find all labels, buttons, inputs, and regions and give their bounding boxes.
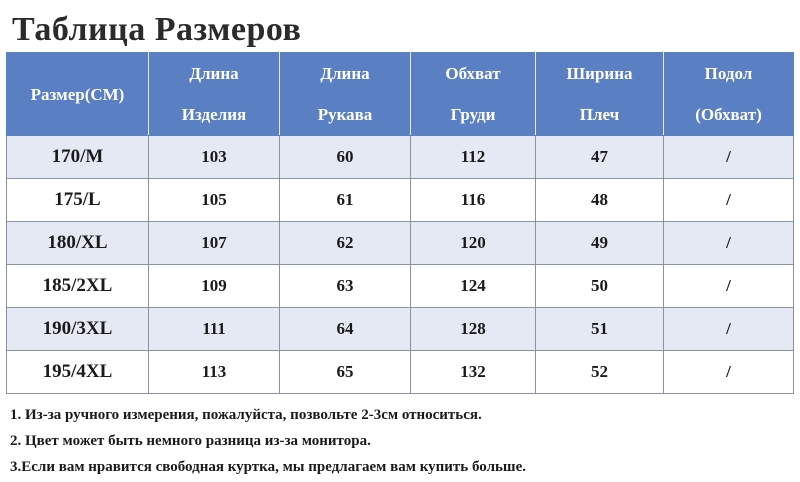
- header-shoulder: Ширина Плеч: [536, 53, 664, 136]
- table-cell: 107: [149, 222, 280, 265]
- header-sleeve: Длина Рукава: [280, 53, 411, 136]
- table-cell: 51: [536, 308, 664, 351]
- table-cell: 111: [149, 308, 280, 351]
- size-table: [6, 52, 794, 394]
- table-cell: 50: [536, 265, 664, 308]
- table-cell: /: [664, 179, 794, 222]
- table-cell: 120: [411, 222, 536, 265]
- table-cell: 128: [411, 308, 536, 351]
- table-cell: /: [664, 351, 794, 394]
- table-cell: /: [664, 308, 794, 351]
- table-cell: 103: [149, 136, 280, 179]
- size-cell: 195/4XL: [7, 351, 149, 394]
- size-cell: 170/M: [7, 136, 149, 179]
- table-cell: 113: [149, 351, 280, 394]
- note-item: 1. Из-за ручного измерения, пожалуйста, позвольте 2-3см относиться.: [10, 407, 482, 423]
- table-row: [7, 136, 794, 179]
- table-cell: 52: [536, 351, 664, 394]
- notes-section: [10, 402, 526, 480]
- table-cell: 48: [536, 179, 664, 222]
- table-cell: 62: [280, 222, 411, 265]
- table-cell: /: [664, 265, 794, 308]
- size-cell: 180/XL: [7, 222, 149, 265]
- size-cell: 190/3XL: [7, 308, 149, 351]
- table-row: [7, 308, 794, 351]
- page-title: Таблица Размеров: [12, 11, 302, 48]
- table-cell: 105: [149, 179, 280, 222]
- table-cell: 112: [411, 136, 536, 179]
- table-row: [7, 351, 794, 394]
- table-cell: 60: [280, 136, 411, 179]
- table-cell: 124: [411, 265, 536, 308]
- header-hem: Подол (Обхват): [664, 53, 794, 136]
- header-length: Длина Изделия: [149, 53, 280, 136]
- table-row: [7, 179, 794, 222]
- table-cell: 63: [280, 265, 411, 308]
- table-header-row: [7, 53, 794, 136]
- table-cell: 49: [536, 222, 664, 265]
- header-chest: Обхват Груди: [411, 53, 536, 136]
- table-cell: 109: [149, 265, 280, 308]
- table-cell: 64: [280, 308, 411, 351]
- table-cell: 61: [280, 179, 411, 222]
- table-cell: /: [664, 136, 794, 179]
- size-cell: 185/2XL: [7, 265, 149, 308]
- table-cell: 116: [411, 179, 536, 222]
- table-row: [7, 265, 794, 308]
- table-cell: 47: [536, 136, 664, 179]
- header-size: Размер(CM): [7, 53, 149, 136]
- table-cell: 132: [411, 351, 536, 394]
- note-item: 2. Цвет может быть немного разница из-за монитора.: [10, 433, 371, 449]
- table-cell: /: [664, 222, 794, 265]
- size-cell: 175/L: [7, 179, 149, 222]
- table-row: [7, 222, 794, 265]
- table-cell: 65: [280, 351, 411, 394]
- note-item: 3.Если вам нравится свободная куртка, мы предлагаем вам купить больше.: [10, 459, 526, 475]
